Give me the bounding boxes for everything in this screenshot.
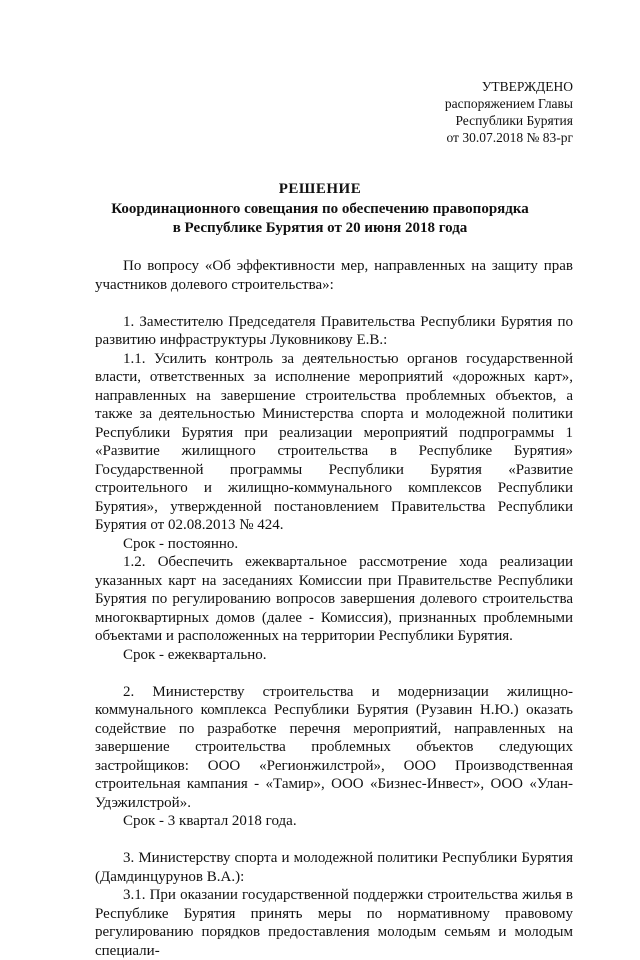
heading-subtitle-line1: Координационного совещания по обеспечению правопорядка <box>111 201 529 217</box>
item-1-1-term: Срок - постоянно. <box>123 535 239 552</box>
approval-stamp <box>445 78 573 146</box>
approval-title: УТВЕРЖДЕНО <box>481 79 573 94</box>
item-1-1: 1.1. Усилить контроль за деятельностью органов государственной власти, ответственных за исполнение мероприятий «дорожных карт», направленных на завершение строительства проблемных объектов, а также за деятельностью Министерства спорта и молодежной политики Республики Бурятия при реализации мероприятий подпрограммы 1 «Развитие жилищного строительства в Республике Бурятия» Государственной программы Республики Бурятия «Развитие строительного и жилищно-коммунального комплексов Республики Бурятия», утвержденной постановлением Правительства Республики Бурятия от 02.08.2013 № 424. <box>95 350 573 533</box>
document-title: РЕШЕНИЕ <box>278 181 362 197</box>
item-3-1: 3.1. При оказании государственной поддержки строительства жилья в Республике Бурятия принять меры по нормативному правовому регулированию порядков предоставления молодым семьям и молодым специали- <box>95 887 573 959</box>
heading-subtitle-line2: в Республике Бурятия от 20 июня 2018 года <box>172 220 468 236</box>
item-1-2-term: Срок - ежеквартально. <box>123 646 267 663</box>
item-1-2: 1.2. Обеспечить ежеквартальное рассмотрение хода реализации указанных карт на заседаниях Комиссии при Правительстве Республики Бурятия по регулированию вопросов завершения долевого строительства многоквартирных домов (далее - Комиссия), признанных проблемными объектами и расположенных на территории Республики Бурятия. <box>95 554 573 644</box>
item-2-term: Срок - 3 квартал 2018 года. <box>123 813 297 829</box>
approval-line-republic: Республики Бурятия <box>455 113 573 128</box>
document-body <box>95 257 573 960</box>
approval-line-date: от 30.07.2018 № 83-рг <box>446 130 573 145</box>
item-3: 3. Министерству спорта и молодежной политики Республики Бурятия (Дамдинцурунов В.А.): <box>95 850 573 885</box>
document-heading <box>0 180 640 238</box>
item-1: 1. Заместителю Председателя Правительства Республики Бурятия по развитию инфраструктуры Луковникову Е.В.: <box>95 313 573 348</box>
approval-line-order: распоряжением Главы <box>444 96 573 111</box>
intro-paragraph: По вопросу «Об эффективности мер, направленных на защиту прав участников долевого строительства»: <box>95 258 573 293</box>
item-2: 2. Министерству строительства и модернизации жилищно-коммунального комплекса Республики Бурятия (Рузавин Н.Ю.) оказать содействие по разработке перечня мероприятий, направленных на завершение строительства проблемных объектов следующих застройщиков: ООО «Регионжилстрой», ООО Производственная строительная кампания - «Тамир», ООО «Бизнес-Инвест», ООО «Улан-Удэжилстрой». <box>95 683 573 811</box>
